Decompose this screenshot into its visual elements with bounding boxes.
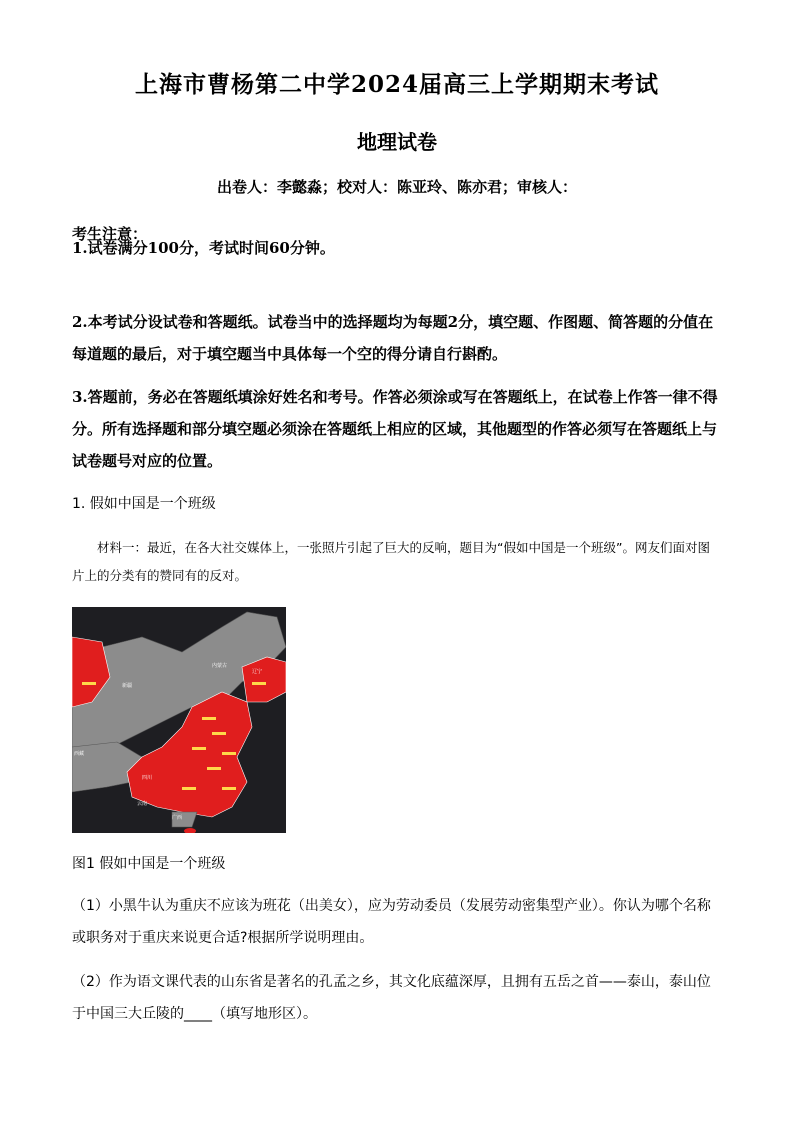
question-1-material: 材料一：最近，在各大社交媒体上，一张照片引起了巨大的反响，题目为“假如中国是一个班级”。网友们面对图片上的分类有的赞同有的反对。 [72,540,710,583]
question-1-sub-2: （2）作为语文课代表的山东省是著名的孔孟之乡，其文化底蕴深厚，且拥有五岳之首——泰山，泰山位于中国三大丘陵的____（填写地形区）。 [72,974,711,1022]
map-label-marker [207,767,221,770]
notice-item-1: 1.试卷满分100分，考试时间60分钟。 [72,239,335,257]
map-label-marker [202,717,216,720]
china-class-map [72,607,286,833]
map-label-marker [82,682,96,685]
figure-caption: 图1 假如中国是一个班级 [72,856,226,872]
map-label-sichuan: 四川 [142,775,153,781]
map-label-marker [252,682,266,685]
exam-staff: 出卷人：李懿淼；校对人：陈亚玲、陈亦君；审核人： [216,178,577,196]
exam-subject: 地理试卷 [357,130,437,154]
map-label-liaoning: 辽宁 [252,669,263,675]
notice-item-3: 3.答题前，务必在答题纸填涂好姓名和考号。作答必须涂或写在答题纸上，在试卷上作答一律不得分。所有选择题和部分填空题必须涂在答题纸上相应的区域，其他题型的作答必须写在答题纸上与试卷题号对应的位置。 [72,388,718,470]
map-label-guangxi: 广西 [172,815,183,821]
map-label-tibet: 西藏 [74,751,85,757]
exam-title: 上海市曹杨第二中学2024届高三上学期期末考试 [134,71,659,98]
map-label-xinjiang: 新疆 [122,683,133,689]
map-label-marker [222,787,236,790]
question-1-title: 1. 假如中国是一个班级 [72,496,216,512]
map-label-yunnan: 云南 [137,801,148,807]
map-label-marker [182,787,196,790]
map-label-marker [222,752,236,755]
map-label-marker [192,747,206,750]
notice-item-2: 2.本考试分设试卷和答题纸。试卷当中的选择题均为每题2分，填空题、作图题、简答题的分值在每道题的最后，对于填空题当中具体每一个空的得分请自行斟酌。 [72,313,714,363]
map-label-marker [212,732,226,735]
notice-heading: 考生注意： [72,225,148,243]
map-label-inner-mongolia: 内蒙古 [212,663,228,669]
question-1-sub-1: （1）小黑牛认为重庆不应该为班花（出美女），应为劳动委员（发展劳动密集型产业）。你认为哪个名称或职务对于重庆来说更合适?根据所学说明理由。 [72,898,711,946]
